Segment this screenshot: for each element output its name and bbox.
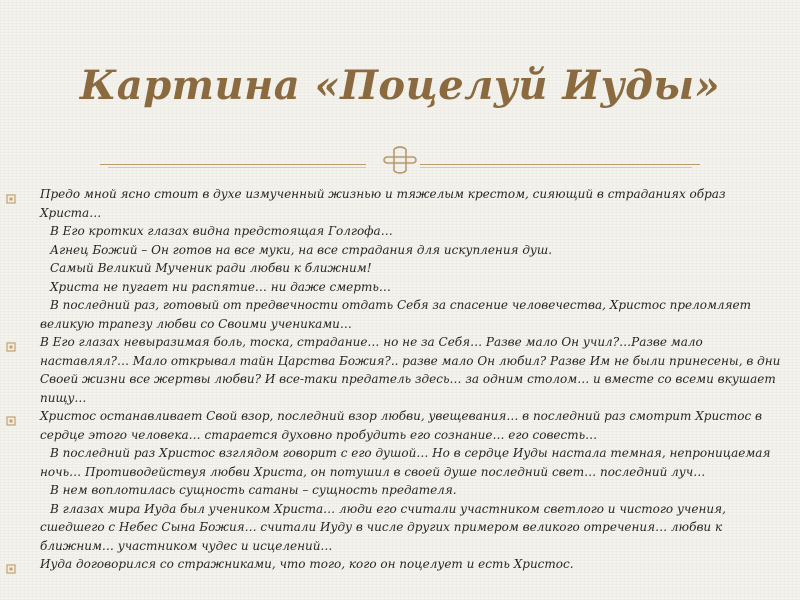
bullet-item xyxy=(0,333,800,407)
paragraph-line: Христос останавливает Свой взор, последний взор любви, увещевания… в последний раз смотрит Христос в сердце этого человека… старается духовно пробудить его сознание… его совесть… xyxy=(40,409,763,442)
paragraph-line: В последний раз Христос взглядом говорит с его душой… Но в сердце Иуды настала темная, непроницаемая ночь… Противодействуя любви Христа, он потушил в своей душе последний свет… последний луч… xyxy=(40,446,771,479)
decorative-square-bullet-icon xyxy=(6,411,16,421)
decorative-square-bullet-icon xyxy=(6,189,16,199)
paragraph-line: В Его глазах невыразимая боль, тоска, страдание… но не за Себя… Разве мало Он учил?…Разве мало наставлял?… Мало открывал тайн Царства Божия?.. разве мало Он любил? Разве Им не были принесены, в дни Своей жизни все жертвы любви? И все-таки предатель здесь… за одним столом… и вместе со всеми вкушает пищу… xyxy=(40,335,781,405)
bullet-list xyxy=(0,185,800,574)
paragraph-line: Предо мной ясно стоит в духе измученный жизнью и тяжелым крестом, сияющий в страданиях образ Христа… xyxy=(40,187,726,220)
paragraph-line: Иуда договорился со стражниками, что того, кого он поцелует и есть Христос. xyxy=(40,557,574,571)
divider-line-right xyxy=(420,164,700,165)
decorative-square-bullet-icon xyxy=(6,559,16,569)
woven-knot-ornament-icon xyxy=(380,145,420,175)
title-divider xyxy=(100,145,700,175)
paragraph-line: В Его кротких глазах видна предстоящая Голгофа… xyxy=(50,224,393,238)
paragraph-line: Агнец Божий – Он готов на все муки, на все страдания для искупления душ. xyxy=(50,242,553,257)
decorative-square-bullet-icon xyxy=(6,337,16,347)
bullet-item xyxy=(0,185,800,333)
bullet-item xyxy=(0,555,800,574)
paragraph-line: Самый Великий Мученик ради любви к ближним! xyxy=(50,261,372,275)
paragraph-line: В глазах мира Иуда был учеником Христа… люди его считали участником светлого и чистого учения, сшедшего с Небес Сына Божия… считали Иуду в числе других примером великого отречения… любви к ближним… участником чудес и исцелений… xyxy=(40,501,726,553)
paragraph-line: В нем воплотилась сущность сатаны – сущность предателя. xyxy=(50,483,457,497)
paragraph-line: Христа не пугает ни распятие… ни даже смерть… xyxy=(50,279,391,294)
divider-line-left xyxy=(100,164,366,165)
paragraph-line: В последний раз, готовый от предвечности отдать Себя за спасение человечества, Христос преломляет великую трапезу любви со Своими учениками… xyxy=(40,298,751,331)
page-title: Картина «Поцелуй Иуды» xyxy=(79,62,721,109)
bullet-item xyxy=(0,407,800,555)
